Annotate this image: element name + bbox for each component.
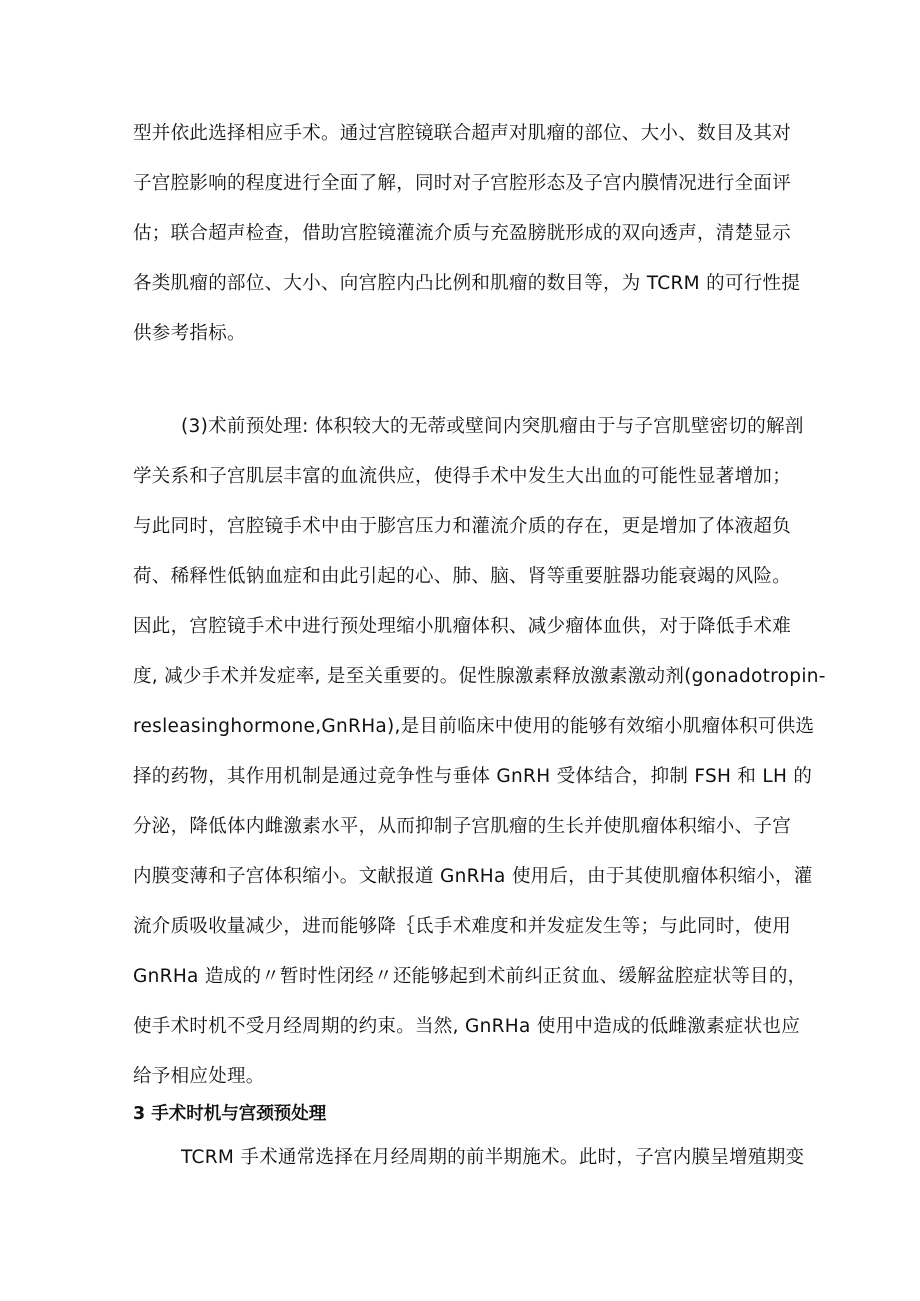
paragraph-b-line: 分泌，降低体内雌激素水平，从而抑制子宫肌瘤的生长并使肌瘤体积缩小、子宫: [133, 816, 792, 837]
paragraph-b-line: GnRHa 造成的〃暂时性闭经〃还能够起到术前纠正贫血、缓解盆腔症状等目的，: [133, 966, 807, 987]
paragraph-b-line: 给予相应处理。: [133, 1066, 265, 1087]
paragraph-b-line: 度, 减少手术并发症率, 是至关重要的。促性腺激素释放激素激动剂(gonadotropin-: [133, 666, 826, 687]
paragraph-a-line: 各类肌瘤的部位、大小、向宫腔内凸比例和肌瘤的数目等，为 TCRM 的可行性提: [133, 273, 801, 294]
paragraph-b-line: (3)术前预处理: 体积较大的无蒂或壁间内突肌瘤由于与子宫肌壁密切的解剖: [181, 416, 804, 437]
paragraph-b-line: 与此同时，宫腔镜手术中由于膨宫压力和灌流介质的存在，更是增加了体液超负: [133, 516, 792, 537]
paragraph-a-line: 供参考指标。: [133, 323, 246, 344]
paragraph-a-line: 型并依此选择相应手术。通过宫腔镜联合超声对肌瘤的部位、大小、数目及其对: [133, 123, 792, 144]
paragraph-a-line: 估；联合超声检查，借助宫腔镜灌流介质与充盈膀胱形成的双向透声，清楚显示: [133, 223, 792, 244]
paragraph-b-line: 因此，宫腔镜手术中进行预处理缩小肌瘤体积、减少瘤体血供，对于降低手术难: [133, 616, 792, 637]
section-heading: 3 手术时机与宫颈预处理: [133, 1104, 327, 1124]
paragraph-b-line: 荷、稀释性低钠血症和由此引起的心、肺、脑、肾等重要脏器功能衰竭的风险。: [133, 566, 792, 587]
paragraph-b-line: 流介质吸收量减少，进而能够降｛氐手术难度和并发症发生等；与此同时，使用: [133, 916, 792, 937]
paragraph-b-line: resleasinghormone,GnRHa),是目前临床中使用的能够有效缩小肌瘤体积可供选: [133, 716, 815, 737]
paragraph-b-line: 内膜变薄和子宫体积缩小。文献报道 GnRHa 使用后，由于其使肌瘤体积缩小，灌: [133, 866, 813, 887]
paragraph-b-line: 学关系和子宫肌层丰富的血流供应，使得手术中发生大出血的可能性显著增加；: [133, 466, 792, 487]
paragraph-b-line: 择的药物，其作用机制是通过竞争性与垂体 GnRH 受体结合，抑制 FSH 和 LH 的: [133, 766, 813, 787]
paragraph-b-line: 使手术时机不受月经周期的约束。当然, GnRHa 使用中造成的低雌激素症状也应: [133, 1016, 801, 1037]
paragraph-c-line: TCRM 手术通常选择在月经周期的前半期施术。此时，子宫内膜呈增殖期变: [181, 1147, 805, 1168]
paragraph-a-line: 子宫腔影响的程度进行全面了解，同时对子宫腔形态及子宫内膜情况进行全面评: [133, 173, 792, 194]
